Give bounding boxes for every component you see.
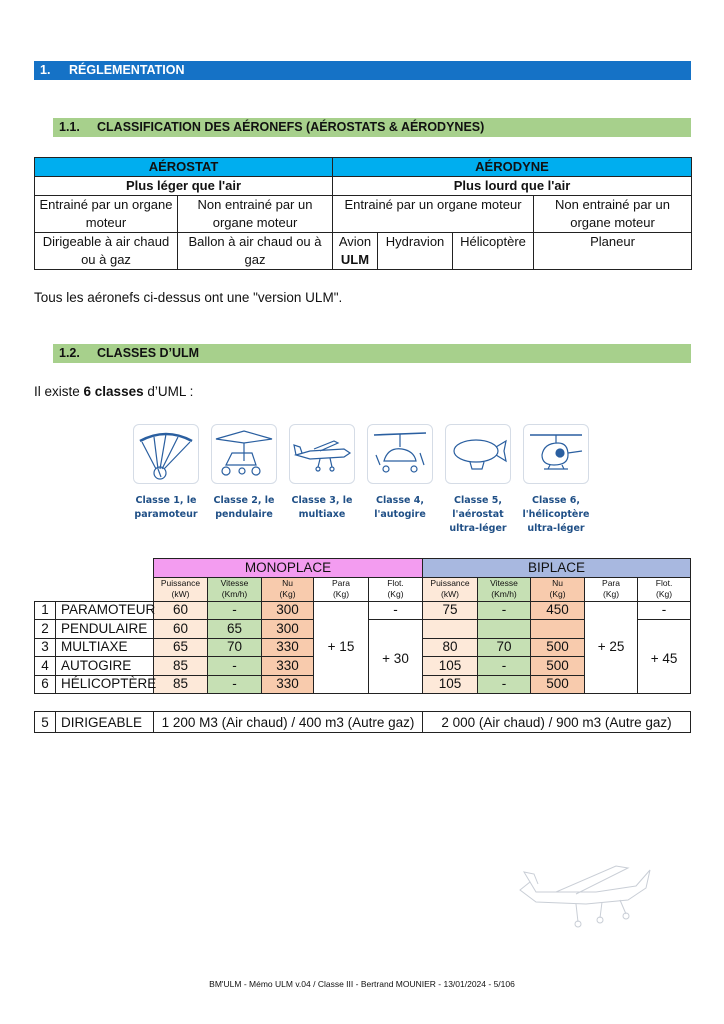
bi-flot-bottom — [638, 675, 691, 694]
row-class-name: HÉLICOPTÈRE — [56, 675, 154, 694]
row-class-name: PENDULAIRE — [56, 620, 154, 639]
lighter-than-air: Plus léger que l'air — [35, 177, 333, 196]
mono-kw: 85 — [154, 657, 208, 676]
bi-puissance-header: Puissance (kW) — [423, 577, 478, 601]
mono-kg: 300 — [262, 601, 314, 620]
table-row — [35, 675, 691, 694]
bi-kg: 500 — [531, 657, 585, 676]
intro-text-end: d’UML : — [143, 384, 194, 399]
mono-kmh: 65 — [208, 620, 262, 639]
section-title: RÉGLEMENTATION — [69, 63, 185, 77]
bi-kmh: - — [478, 657, 531, 676]
section-heading-1-1 — [53, 118, 691, 137]
section-title: CLASSES D’ULM — [97, 346, 200, 360]
avion-label: Avion — [338, 234, 372, 249]
bi-flot-top — [638, 620, 691, 639]
bi-kg — [531, 620, 585, 639]
table-row — [35, 712, 691, 733]
mono-kg: 330 — [262, 638, 314, 657]
ulm-class-icons — [133, 424, 593, 539]
autogyro-icon — [367, 424, 433, 484]
bi-kw: 105 — [423, 657, 478, 676]
table-row — [35, 620, 691, 639]
bi-para-value: + 25 — [585, 638, 638, 657]
class-caption-2: Classe 2, le pendulaire — [213, 495, 275, 520]
mono-flot-value: + 30 — [369, 657, 423, 676]
mono-flot-header: Flot. (Kg) — [369, 577, 423, 601]
page-footer: BM'ULM - Mémo ULM v.04 / Classe III - Bertrand MOUNIER - 13/01/2024 - 5/106 — [209, 979, 515, 989]
mono-kw: 85 — [154, 675, 208, 694]
mono-kmh: 70 — [208, 638, 262, 657]
row-number: 5 — [35, 712, 56, 733]
aerodyne-motorized: Entrainé par un organe moteur — [333, 196, 534, 233]
mono-kg: 330 — [262, 675, 314, 694]
bi-nu-header: Nu (Kg) — [531, 577, 585, 601]
mono-para-bottom — [314, 675, 369, 694]
dirigeable-cell: Dirigeable à air chaud ou à gaz — [35, 233, 178, 270]
row-class-name: DIRIGEABLE — [56, 712, 154, 733]
mono-kw: 60 — [154, 620, 208, 639]
bi-kg: 500 — [531, 675, 585, 694]
trike-icon — [211, 424, 277, 484]
mono-flot-bottom — [369, 675, 423, 694]
row-number: 6 — [35, 675, 56, 694]
mono-para-value: + 15 — [314, 638, 369, 657]
aerodyne-non-motorized: Non entrainé par un organe moteur — [534, 196, 692, 233]
bi-para-mid — [585, 620, 638, 639]
paramotor-icon — [133, 424, 199, 484]
mono-kw: 65 — [154, 638, 208, 657]
multiaxis-plane-icon — [289, 424, 355, 484]
row-class-name: AUTOGIRE — [56, 657, 154, 676]
class-caption-3: Classe 3, le multiaxe — [291, 495, 353, 520]
class-caption-5: Classe 5, l'aérostat ultra-léger — [449, 495, 507, 534]
mono-para-header: Para (Kg) — [314, 577, 369, 601]
mono-para-mid — [314, 657, 369, 676]
ulm-version-note: Tous les aéronefs ci-dessus ont une "version ULM". — [34, 290, 343, 305]
row-number: 2 — [35, 620, 56, 639]
avion-cell — [333, 233, 378, 270]
mono-para-mid — [314, 620, 369, 639]
bi-para-bottom — [585, 675, 638, 694]
section-heading-1-2 — [53, 344, 691, 363]
intro-text: Il existe — [34, 384, 84, 399]
ulm-label: ULM — [340, 252, 370, 267]
mono-nu-header: Nu (Kg) — [262, 577, 314, 601]
mono-kmh: - — [208, 601, 262, 620]
table-row — [35, 657, 691, 676]
section-title: CLASSIFICATION DES AÉRONEFS (AÉROSTATS & AÉRODYNES) — [97, 120, 485, 134]
classification-table — [34, 157, 692, 270]
classes-intro — [34, 384, 193, 399]
intro-bold: 6 classes — [83, 384, 144, 399]
bi-kw: 80 — [423, 638, 478, 657]
mono-para-top — [314, 601, 369, 620]
plane-sketch-icon — [516, 862, 656, 932]
mono-vitesse-header: Vitesse (Km/h) — [208, 577, 262, 601]
bi-vitesse-header: Vitesse (Km/h) — [478, 577, 531, 601]
mono-kw: 60 — [154, 601, 208, 620]
class-caption-4: Classe 4, l'autogire — [374, 495, 426, 520]
helicopter-icon — [523, 424, 589, 484]
row-number: 1 — [35, 601, 56, 620]
mono-kmh: - — [208, 657, 262, 676]
aerodyne-header: AÉRODYNE — [333, 158, 692, 177]
dirigeable-biplace: 2 000 (Air chaud) / 900 m3 (Autre gaz) — [423, 712, 691, 733]
bi-para-top — [585, 601, 638, 620]
dirigeable-monoplace: 1 200 M3 (Air chaud) / 400 m3 (Autre gaz) — [154, 712, 423, 733]
row-class-name: PARAMOTEUR — [56, 601, 154, 620]
aerostat-header: AÉROSTAT — [35, 158, 333, 177]
bi-kg: 450 — [531, 601, 585, 620]
bi-kmh: - — [478, 675, 531, 694]
helicoptere-cell: Hélicoptère — [453, 233, 534, 270]
section-number: 1.1. — [59, 120, 80, 134]
biplace-header: BIPLACE — [423, 559, 691, 578]
dirigeable-table — [34, 711, 691, 733]
bi-flot: - — [638, 601, 691, 620]
bi-flot-header: Flot. (Kg) — [638, 577, 691, 601]
bi-para-header: Para (Kg) — [585, 577, 638, 601]
row-number: 3 — [35, 638, 56, 657]
section-heading-1 — [34, 61, 691, 80]
section-number: 1.2. — [59, 346, 80, 360]
table-row — [35, 601, 691, 620]
planeur-cell: Planeur — [534, 233, 692, 270]
bi-kw: 105 — [423, 675, 478, 694]
class-caption-6: Classe 6, l'hélicoptère ultra-léger — [522, 495, 590, 534]
mono-kg: 330 — [262, 657, 314, 676]
aerostat-non-motorized: Non entrainé par un organe moteur — [178, 196, 333, 233]
section-number: 1. — [40, 63, 51, 77]
row-class-name: MULTIAXE — [56, 638, 154, 657]
hydravion-cell: Hydravion — [378, 233, 453, 270]
table-row — [35, 638, 691, 657]
mono-kmh: - — [208, 675, 262, 694]
airship-icon — [445, 424, 511, 484]
bi-kmh: 70 — [478, 638, 531, 657]
mono-kg: 300 — [262, 620, 314, 639]
mono-puissance-header: Puissance (kW) — [154, 577, 208, 601]
monoplace-header: MONOPLACE — [154, 559, 423, 578]
bi-kw: 75 — [423, 601, 478, 620]
mono-flot-top — [369, 620, 423, 639]
ballon-cell: Ballon à air chaud ou à gaz — [178, 233, 333, 270]
bi-flot-value: + 45 — [638, 657, 691, 676]
heavier-than-air: Plus lourd que l'air — [333, 177, 692, 196]
bi-kmh — [478, 620, 531, 639]
mono-flot: - — [369, 601, 423, 620]
row-number: 4 — [35, 657, 56, 676]
bi-kmh: - — [478, 601, 531, 620]
bi-para-mid — [585, 657, 638, 676]
class-caption-1: Classe 1, le paramoteur — [134, 495, 198, 520]
bi-kg: 500 — [531, 638, 585, 657]
aerostat-motorized: Entrainé par un organe moteur — [35, 196, 178, 233]
bi-kw — [423, 620, 478, 639]
ulm-classes-table — [34, 558, 691, 694]
